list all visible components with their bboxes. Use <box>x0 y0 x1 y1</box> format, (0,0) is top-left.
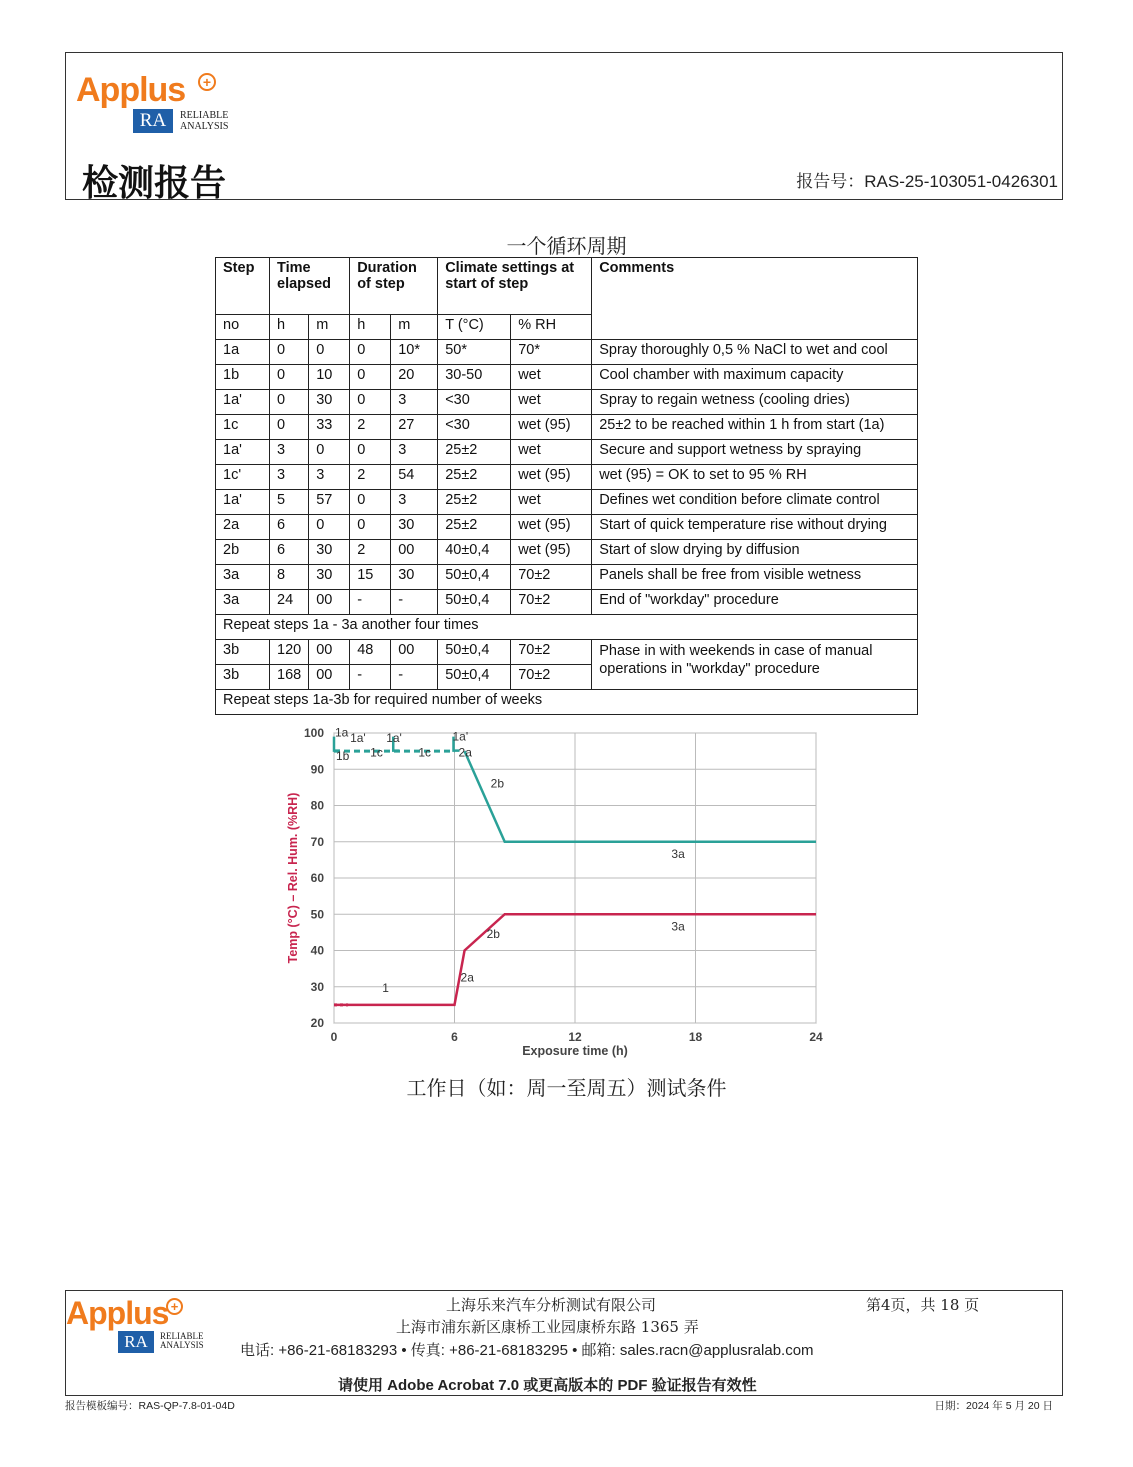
table-cell: 70* <box>511 340 592 365</box>
table-cell: 1a <box>216 340 270 365</box>
report-number: 报告号：RAS-25-103051-0426301 <box>796 172 1058 191</box>
table-cell: 00 <box>309 590 350 615</box>
table-cell: 33 <box>309 415 350 440</box>
table-cell: 50* <box>438 340 511 365</box>
table-cell: 70±2 <box>511 565 592 590</box>
header-comments: Comments <box>592 258 918 340</box>
table-cell: 5 <box>270 490 309 515</box>
table-cell: 30 <box>391 565 438 590</box>
table-cell: 25±2 <box>438 465 511 490</box>
table-cell: 0 <box>350 515 391 540</box>
page-title: 检测报告 <box>82 162 227 204</box>
table-cell: 3a <box>216 590 270 615</box>
repeat-note: Repeat steps 1a-3b for required number of weeks <box>216 690 918 715</box>
table-cell: 27 <box>391 415 438 440</box>
y-tick-label: 90 <box>310 762 324 777</box>
table-row <box>216 465 918 490</box>
y-tick-label: 70 <box>310 834 324 849</box>
x-tick-label: 0 <box>330 1030 338 1044</box>
y-tick-label: 60 <box>310 871 324 885</box>
step-annotation: 1a' <box>386 731 402 746</box>
step-annotation: 2b <box>486 926 500 941</box>
footer-company: 上海乐来汽车分析测试有限公司 <box>446 1296 657 1314</box>
table-cell: 30 <box>309 565 350 590</box>
table-cell: 1a' <box>216 390 270 415</box>
table-cell: 50±0,4 <box>438 590 511 615</box>
table-cell: 1a' <box>216 440 270 465</box>
table-cell: Start of quick temperature rise without drying <box>592 515 918 540</box>
table-cell: 6 <box>270 540 309 565</box>
footer-page-number: 第4页，共 18 页 <box>866 1296 980 1314</box>
table-cell: 70±2 <box>511 640 592 665</box>
table-cell: 2 <box>350 465 391 490</box>
step-annotation: 2a <box>458 745 472 760</box>
step-annotation: 2a <box>460 970 474 985</box>
table-cell: 30-50 <box>438 365 511 390</box>
table-row <box>216 490 918 515</box>
table-cell: Start of slow drying by diffusion <box>592 540 918 565</box>
table-cell: 00 <box>309 640 350 665</box>
table-cell: 00 <box>309 665 350 690</box>
table-cell: 0 <box>270 340 309 365</box>
step-annotation: 3a <box>671 847 685 862</box>
step-annotation: 1c <box>418 745 432 760</box>
table-cell: 2a <box>216 515 270 540</box>
footer-notice: 请使用 Adobe Acrobat 7.0 或更高版本的 PDF 验证报告有效性 <box>338 1377 757 1394</box>
table-cell: 3 <box>391 490 438 515</box>
table-cell: Spray thoroughly 0,5 % NaCl to wet and cool <box>592 340 918 365</box>
repeat-note: Repeat steps 1a - 3a another four times <box>216 615 918 640</box>
table-cell: 168 <box>270 665 309 690</box>
y-tick-label: 20 <box>310 1016 324 1030</box>
table-cell: 0 <box>350 440 391 465</box>
table-cell: 0 <box>350 365 391 390</box>
table-cell: 3 <box>309 465 350 490</box>
table-cell: 0 <box>270 415 309 440</box>
table-cell: - <box>391 665 438 690</box>
table-cell: 10 <box>309 365 350 390</box>
repeat-row <box>216 615 918 640</box>
table-row <box>216 515 918 540</box>
table-cell: 2b <box>216 540 270 565</box>
table-row <box>216 565 918 590</box>
table-cell: 1c' <box>216 465 270 490</box>
table-cell: Cool chamber with maximum capacity <box>592 365 918 390</box>
table-cell: 3 <box>270 465 309 490</box>
y-tick-label: 40 <box>310 943 324 958</box>
unit-cell: h <box>350 315 391 340</box>
table-cell: 30 <box>309 540 350 565</box>
table-cell: 25±2 <box>438 440 511 465</box>
table-cell: 25±2 <box>438 515 511 540</box>
table-cell: 0 <box>309 440 350 465</box>
table-row <box>216 390 918 415</box>
header-climate: Climate settings at start of step <box>438 258 592 315</box>
y-tick-label: 80 <box>310 798 324 813</box>
table-cell: 3a <box>216 565 270 590</box>
step-annotation: 1a' <box>452 729 469 744</box>
table-cell: 3 <box>391 440 438 465</box>
table-cell: Defines wet condition before climate control <box>592 490 918 515</box>
table-cell: 0 <box>270 365 309 390</box>
table-cell: 1c <box>216 415 270 440</box>
x-tick-label: 12 <box>568 1030 582 1044</box>
unit-cell: h <box>270 315 309 340</box>
step-annotation: 1a <box>335 725 349 740</box>
unit-cell: m <box>391 315 438 340</box>
table-row <box>216 340 918 365</box>
table-cell: 10* <box>391 340 438 365</box>
unit-cell: m <box>309 315 350 340</box>
exposure-chart <box>270 715 850 1075</box>
table-cell: 1a' <box>216 490 270 515</box>
table-cell: 0 <box>350 340 391 365</box>
y-axis-label: Temp (°C) – Rel. Hum. (%RH) <box>286 792 300 964</box>
template-number: 报告模板编号：RAS-QP-7.8-01-04D <box>65 1400 235 1412</box>
table-cell: 70±2 <box>511 590 592 615</box>
table-row <box>216 640 918 665</box>
table-row <box>216 540 918 565</box>
step-annotation: 1a' <box>350 731 366 746</box>
report-header <box>65 52 1063 204</box>
table-cell: 8 <box>270 565 309 590</box>
table-cell: 0 <box>309 515 350 540</box>
y-tick-label: 100 <box>303 726 324 740</box>
table-cell-comment: Phase in with weekends in case of manual operations in "workday" procedure <box>592 640 918 690</box>
table-cell: 24 <box>270 590 309 615</box>
table-cell: wet (95) <box>511 465 592 490</box>
table-cell: 20 <box>391 365 438 390</box>
unit-cell: % RH <box>511 315 592 340</box>
y-tick-label: 50 <box>310 907 324 922</box>
footer-address: 上海市浦东新区康桥工业园康桥东路 1365 弄 <box>396 1318 699 1336</box>
table-cell: wet <box>511 440 592 465</box>
x-tick-label: 24 <box>809 1030 823 1044</box>
applus-logo: Applus + RA RELIABLE ANALYSIS <box>76 71 229 132</box>
table-cell: 3b <box>216 640 270 665</box>
header-duration: Duration of step <box>350 258 438 315</box>
table-cell: 3 <box>270 440 309 465</box>
table-cell: wet <box>511 365 592 390</box>
header-step: Step <box>216 258 270 315</box>
table-cell: <30 <box>438 415 511 440</box>
table-cell: 2 <box>350 540 391 565</box>
chart-caption: 工作日（如：周一至周五）测试条件 <box>406 1076 727 1100</box>
table-cell: 50±0,4 <box>438 565 511 590</box>
table-cell: 3b <box>216 665 270 690</box>
header-time-elapsed: Time elapsed <box>270 258 350 315</box>
table-cell: wet (95) <box>511 540 592 565</box>
table-cell: wet <box>511 390 592 415</box>
footer-contact: 电话: +86-21-68183293 • 传真: +86-21-68183295 • 邮箱: sales.racn@applusralab.com <box>240 1342 814 1359</box>
table-cell: Panels shall be free from visible wetness <box>592 565 918 590</box>
step-annotation: 2b <box>490 776 505 791</box>
cycle-table <box>215 257 918 715</box>
table-row <box>216 365 918 390</box>
table-header-row <box>216 258 918 315</box>
footer-applus-logo: Applus + RA RELIABLE ANALYSIS <box>66 1295 204 1351</box>
table-cell: 25±2 to be reached within 1 h from start (1a) <box>592 415 918 440</box>
table-cell: 1b <box>216 365 270 390</box>
x-axis-label: Exposure time (h) <box>522 1044 628 1058</box>
table-cell: - <box>350 590 391 615</box>
plus-icon: + <box>166 1298 183 1315</box>
unit-cell: no <box>216 315 270 340</box>
unit-cell: T (°C) <box>438 315 511 340</box>
table-cell: 48 <box>350 640 391 665</box>
table-cell: 54 <box>391 465 438 490</box>
table-cell: 6 <box>270 515 309 540</box>
table-title: 一个循环周期 <box>506 234 627 258</box>
table-cell: - <box>350 665 391 690</box>
table-cell: Secure and support wetness by spraying <box>592 440 918 465</box>
table-cell: <30 <box>438 390 511 415</box>
table-cell: 00 <box>391 540 438 565</box>
step-annotation: 1 <box>382 981 389 996</box>
step-annotation: 1c <box>370 745 383 760</box>
step-annotation: 3a <box>671 919 685 934</box>
table-cell: 0 <box>270 390 309 415</box>
report-footer <box>65 1290 1063 1396</box>
report-date: 日期：2024 年 5 月 20 日 <box>934 1400 1053 1412</box>
table-row <box>216 590 918 615</box>
table-cell: - <box>391 590 438 615</box>
table-cell: 15 <box>350 565 391 590</box>
table-cell: 30 <box>309 390 350 415</box>
table-cell: 0 <box>309 340 350 365</box>
table-cell: 25±2 <box>438 490 511 515</box>
table-cell: 40±0,4 <box>438 540 511 565</box>
table-cell: wet (95) = OK to set to 95 % RH <box>592 465 918 490</box>
table-cell: 50±0,4 <box>438 665 511 690</box>
table-row <box>216 440 918 465</box>
table-cell: 30 <box>391 515 438 540</box>
table-cell: wet (95) <box>511 515 592 540</box>
table-cell: 50±0,4 <box>438 640 511 665</box>
repeat-row <box>216 690 918 715</box>
table-cell: 120 <box>270 640 309 665</box>
table-cell: 0 <box>350 490 391 515</box>
table-cell: 2 <box>350 415 391 440</box>
x-tick-label: 6 <box>451 1030 458 1044</box>
y-tick-label: 30 <box>310 979 324 994</box>
step-annotation: 1b <box>336 749 350 764</box>
table-cell: 3 <box>391 390 438 415</box>
table-cell: Spray to regain wetness (cooling dries) <box>592 390 918 415</box>
table-cell: End of "workday" procedure <box>592 590 918 615</box>
table-cell: 00 <box>391 640 438 665</box>
table-cell: wet (95) <box>511 415 592 440</box>
table-cell: wet <box>511 490 592 515</box>
table-cell: 57 <box>309 490 350 515</box>
table-cell: 70±2 <box>511 665 592 690</box>
table-cell: 0 <box>350 390 391 415</box>
x-tick-label: 18 <box>688 1030 703 1044</box>
table-row <box>216 415 918 440</box>
plus-icon: + <box>198 73 216 91</box>
